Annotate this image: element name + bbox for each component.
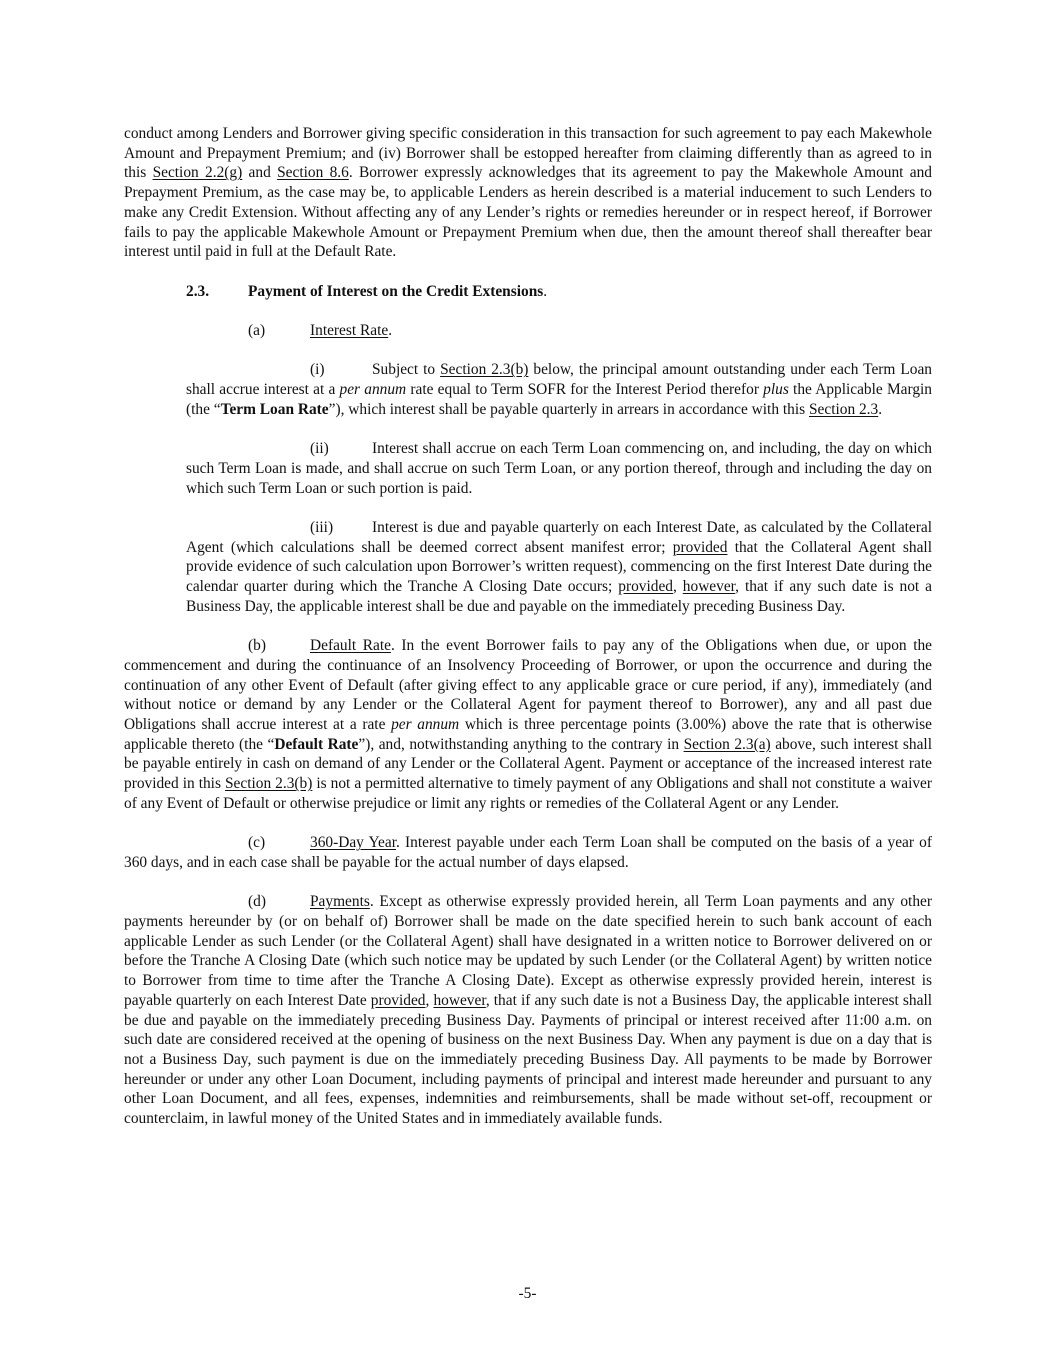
- text-run: . In the event Borrower fails to pay any of the Obligations when due, or upon the commencement and during the continuance of an Insolvency Proceeding of Borrower, or upon the occurrence and during the continuation of any other Event of Default (after giving effect to any applicable grace or cure period, if any), immediately (and without notice or demand by any Lender or the Collateral Agent for payment thereof to Borrower), any and all past due Obligations shall accrue interest at a rate: [124, 637, 933, 733]
- cross-reference[interactable]: Section 2.3(a): [683, 735, 771, 753]
- text-run: Interest is due and payable quarterly on each Interest Date, as calculated by the Collateral Agent (which calculations shall be deemed correct absent manifest error;: [186, 518, 932, 556]
- cross-reference[interactable]: Section 2.3: [808, 400, 879, 418]
- clause-label: (iii): [310, 518, 334, 536]
- text-run: ,: [425, 991, 434, 1009]
- italic-term: per annum: [391, 716, 460, 733]
- defined-term: Default Rate: [274, 735, 359, 753]
- subsection-heading: 360-Day Year: [310, 834, 396, 852]
- cross-reference[interactable]: Section 2.2(g): [152, 164, 243, 182]
- subsection-heading: Interest Rate: [310, 322, 389, 339]
- text-run: , that if any such date is not a Business Day, the applicable interest shall be due and payable on the immediately preceding Business Day.: [186, 578, 932, 615]
- text-run: and: [242, 164, 278, 182]
- underlined-term: however: [433, 991, 486, 1009]
- text-run: which is three percentage points (3.00%) above the rate that is otherwise applicable thereto (the “: [124, 716, 932, 753]
- subsection-label: (a): [248, 322, 266, 339]
- text-run: .: [878, 400, 883, 418]
- italic-term: per annum: [339, 381, 407, 399]
- subsection-heading: Default Rate: [310, 637, 391, 655]
- cross-reference[interactable]: Section 8.6: [277, 164, 349, 182]
- subsection-label: (b): [248, 637, 266, 655]
- subsection-d-paragraph: [124, 892, 932, 1128]
- text-run: Subject to: [372, 361, 441, 379]
- underlined-term: provided: [672, 538, 728, 556]
- text-run: , that if any such date is not a Business Day, the applicable interest shall be due and payable on the immediately preceding Business Day. Payments of principal or interest received after 11:00 a.m. on such date are considered received at the opening of business on the next Business Day. When any payment is due on a day that is not a Business Day, such payment is due on the immediately preceding Business Day. All payments to be made by Borrower hereunder or under any other Loan Document, including payments of principal and interest made hereunder and pursuant to any other Loan Document, and all fees, expenses, indemnities and reimbursements, shall be made without set-off, recoupment or counterclaim, in lawful money of the United States and in immediately available funds.: [124, 991, 932, 1128]
- text-run: Interest shall accrue on each Term Loan commencing on, and including, the day on which such Term Loan is made, and shall accrue on such Term Loan, or any portion thereof, through and including the day on which such Term Loan or such portion is paid.: [186, 440, 932, 497]
- clause-i-paragraph: [124, 360, 932, 419]
- subsection-label: (d): [248, 893, 266, 911]
- text-run: .: [543, 282, 548, 300]
- text-run: conduct among Lenders and Borrower giving specific consideration in this transaction for such agreement to pay each Makewhole Amount and Prepayment Premium; and (iv) Borrower shall be estopped hereafter from claiming differently than as agreed to in this: [124, 125, 932, 182]
- clause-ii-paragraph: [124, 439, 932, 498]
- text-run: .: [388, 322, 393, 339]
- text-run: the Applicable Margin (the “: [186, 381, 932, 418]
- text-run: ”), which interest shall be payable quarterly in arrears in accordance with this: [328, 400, 809, 418]
- underlined-term: provided: [618, 578, 673, 596]
- text-run: ”), and, notwithstanding anything to the contrary in: [358, 735, 684, 753]
- text-run: below, the principal amount outstanding under each Term Loan shall accrue interest at a: [186, 361, 932, 399]
- text-run: is not a permitted alternative to timely payment of any Obligations and shall not constitute a waiver of any Event of Default or otherwise prejudice or limit any rights or remedies of the Collateral Agent or any Lender.: [124, 775, 932, 812]
- defined-term: Term Loan Rate: [220, 400, 329, 418]
- italic-term: plus: [763, 381, 789, 399]
- cross-reference[interactable]: Section 2.3(b): [440, 361, 529, 379]
- cross-reference[interactable]: Section 2.3(b): [224, 775, 313, 793]
- text-run: . Interest payable under each Term Loan shall be computed on the basis of a year of 360 days, and in each case shall be payable for the actual number of days elapsed.: [124, 834, 933, 871]
- section-number: 2.3.: [186, 282, 210, 300]
- text-run: rate equal to Term SOFR for the Interest Period therefor: [406, 381, 764, 399]
- section-title: Payment of Interest on the Credit Extensions: [248, 282, 544, 300]
- subsection-label: (c): [248, 834, 266, 852]
- subsection-heading: Payments: [310, 893, 370, 911]
- text-run: above, such interest shall be payable entirely in cash on demand of any Lender or the Collateral Agent. Payment or acceptance of the increased interest rate provided in this: [124, 735, 932, 793]
- text-run: . Except as otherwise expressly provided herein, all Term Loan payments and any other payments hereunder by (or on behalf of) Borrower shall be made on the date specified herein to such bank account of each applicable Lender as such Lender (or the Collateral Agent) shall have designated in a written notice to Borrower delivered on or before the Tranche A Closing Date (which such notice may be updated by such Lender (or the Collateral Agent) by written notice to Borrower from time to time after the Tranche A Closing Date). Except as otherwise expressly provided herein, interest is payable quarterly on each Interest Date: [124, 893, 932, 1009]
- clause-iii-paragraph: [124, 518, 932, 617]
- clause-label: (ii): [310, 440, 329, 458]
- underlined-term: provided: [370, 991, 426, 1009]
- page-number: -5-: [518, 1285, 537, 1302]
- section-heading: [124, 282, 932, 302]
- document-page: [124, 124, 932, 1129]
- subsection-a-heading: [124, 321, 932, 341]
- subsection-b-paragraph: [124, 636, 932, 813]
- text-run: . Borrower expressly acknowledges that its agreement to pay the Makewhole Amount and Prepayment Premium, as the case may be, to applicable Lenders as herein described is a material inducement to such Lenders to make any Credit Extension. Without affecting any of any Lender’s rights or remedies hereunder or in respect hereof, if Borrower fails to pay the applicable Makewhole Amount or Prepayment Premium when due, then the amount thereof shall thereafter bear interest until paid in full at the Default Rate.: [124, 164, 932, 261]
- subsection-c-paragraph: [124, 833, 932, 872]
- clause-label: (i): [310, 361, 325, 379]
- text-run: that the Collateral Agent shall provide evidence of such calculation upon Borrower’s written request), commencing on the first Interest Date during the calendar quarter during which the Tranche A Closing Date occurs;: [186, 538, 932, 596]
- underlined-term: however: [682, 578, 736, 596]
- text-run: ,: [672, 578, 683, 596]
- intro-paragraph: [124, 124, 932, 262]
